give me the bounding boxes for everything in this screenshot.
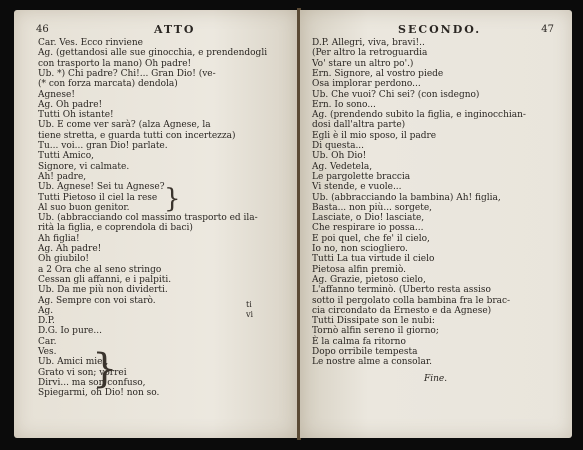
text-line: Car. Ves. Ecco rinviene	[38, 38, 143, 48]
text-line: Ag.	[38, 305, 54, 316]
text-line: Le pargolette braccia	[312, 171, 411, 182]
text-line: Vo' stare un altro po'.)	[312, 58, 414, 69]
text-line: Tornò alfin sereno il giorno;	[312, 326, 439, 337]
text-line: D.P. Allegri, viva, bravi!..	[312, 38, 425, 48]
text-line: D.P.	[38, 316, 55, 327]
text-line: (Per altro la retroguardia	[312, 48, 428, 59]
text-line: Tutti Oh istante!	[38, 110, 114, 121]
text-line: È la calma fa ritorno	[312, 336, 406, 347]
text-line: Ag. Vedetela,	[312, 161, 373, 172]
text-line: Vi stende, e vuole...	[312, 182, 402, 193]
text-line: tiene stretta, e guarda tutti con incertezza)	[38, 130, 236, 141]
left-page	[14, 10, 298, 438]
text-line: Ah! padre,	[38, 171, 87, 182]
side-fragment: ti	[246, 300, 252, 309]
text-line: Ub. Oh Dio!	[312, 151, 367, 162]
text-line: a 2 Ora che al seno stringo	[38, 264, 162, 275]
text-line: Ub. Da me più non dividerti.	[38, 285, 168, 296]
text-line: Ern. Signore, al vostro piede	[312, 68, 444, 79]
text-line: Ag. Sempre con voi starò.	[38, 295, 156, 306]
text-line: Di questa...	[312, 141, 365, 151]
text-line: Spiegarmi, oh Dio! non so.	[38, 388, 160, 399]
text-line: Dirvi... ma son confuso,	[38, 377, 146, 388]
brace: }	[92, 346, 118, 392]
text-line: Grato vi son; vorrei	[38, 367, 127, 378]
text-line: dosi dall'altra parte)	[312, 120, 406, 131]
text-line: Ub. Amici miei,	[38, 357, 109, 368]
text-line: L'affanno terminò. (Uberto resta assiso	[312, 285, 491, 296]
text-line: con trasporto la mano) Oh padre!	[38, 58, 192, 69]
text-line: Tutti Dissipate son le nubi:	[312, 316, 435, 327]
text-line: Tu... voi... gran Dio! parlate.	[38, 141, 168, 151]
text-line: Cessan gli affanni, e i palpiti.	[38, 274, 172, 285]
text-line: Lasciate, o Dio! lasciate,	[312, 213, 425, 224]
text-line: Osa implorar perdono...	[312, 79, 421, 90]
text-line: Ub. (abbracciando col massimo trasporto ed ila-	[38, 213, 258, 224]
text-line: cia circondato da Ernesto e da Agnese)	[312, 305, 492, 316]
text-line: Le nostre alme a consolar.	[312, 357, 433, 368]
text-line: sotto il pergolato colla bambina fra le brac-	[312, 295, 511, 306]
text-line: Ub. (abbracciando la bambina) Ah! figlia,	[312, 192, 501, 203]
text-line: Ub. *) Chi padre? Chi!... Gran Dio! (ve-	[38, 68, 216, 79]
right-page	[300, 10, 572, 438]
end-mark: Fine.	[424, 374, 448, 384]
page-number-left: 46	[36, 24, 49, 35]
page-number-right: 47	[541, 24, 554, 35]
text-line: Ah figlia!	[38, 233, 80, 244]
text-line: Ag. Oh padre!	[38, 99, 103, 110]
text-line: D.G. Io pure...	[38, 326, 102, 337]
text-line: rità la figlia, e coprendola di baci)	[38, 223, 193, 234]
text-line: Che respirare io possa...	[312, 223, 424, 234]
text-line: Agnese!	[38, 89, 75, 100]
text-line: Ag. Grazie, pietoso cielo,	[312, 274, 426, 285]
text-line: Ag. (prendendo subito la figlia, e inginocchian-	[312, 110, 526, 121]
text-line: Tutti Amico,	[38, 151, 95, 162]
text-line: Ub. E come ver sarà? (alza Agnese, la	[38, 120, 211, 131]
text-line: Ag. (gettandosi alle sue ginocchia, e prendendogli	[38, 48, 268, 59]
text-line: Dopo orribile tempesta	[312, 347, 418, 357]
text-line: Tutti La tua virtude il cielo	[312, 254, 435, 265]
text-line: Basta... non più... sorgete,	[312, 202, 433, 213]
text-line: Io no, non sciogliero.	[312, 244, 408, 254]
running-head-left: ATTO	[154, 23, 196, 36]
text-line: Ves.	[38, 347, 57, 357]
text-line: Oh giubilo!	[38, 254, 90, 265]
text-line: Car.	[38, 336, 57, 347]
text-line: Egli è il mio sposo, il padre	[312, 130, 437, 141]
text-line: Ub. Agnese! Sei tu Agnese?	[38, 182, 165, 193]
text-line: (* con forza marcata) dendola)	[38, 79, 178, 90]
brace: }	[164, 184, 181, 214]
text-line: Ub. Che vuoi? Chi sei? (con isdegno)	[312, 89, 480, 100]
text-line: Signore, vi calmate.	[38, 161, 130, 172]
running-head-right: SECONDO.	[398, 23, 482, 36]
text-line: Tutti Pietoso il ciel la rese	[38, 192, 158, 203]
text-line: Ag. Ah padre!	[38, 244, 102, 254]
text-line: Ern. Io sono...	[312, 99, 376, 110]
text-line: Al suo buon genitor.	[38, 202, 130, 213]
text-line: Pietosa alfin premiò.	[312, 264, 406, 275]
side-fragment: vi	[246, 310, 254, 319]
text-line: E poi quel, che fe' il cielo,	[312, 233, 430, 244]
